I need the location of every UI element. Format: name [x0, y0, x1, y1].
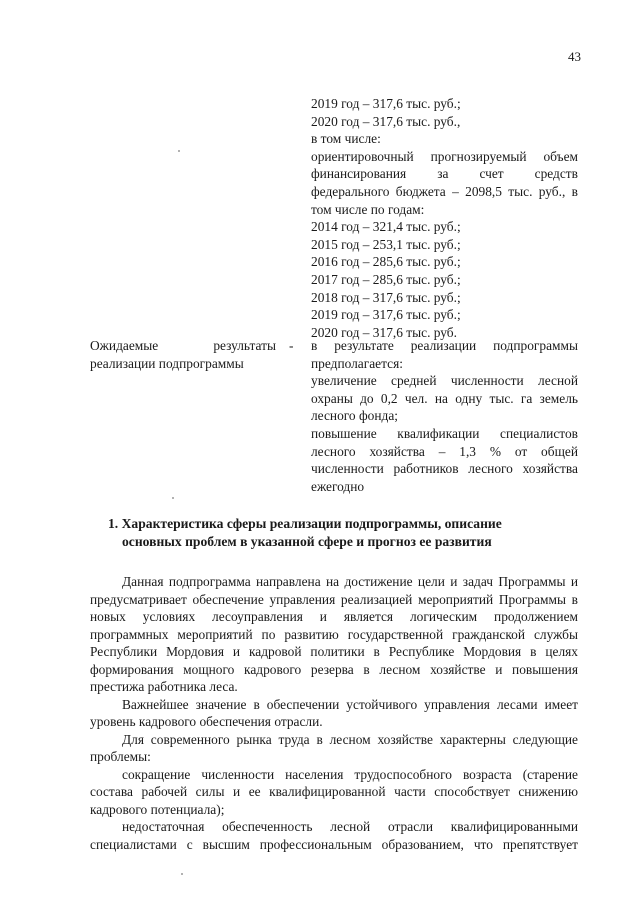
section-body	[90, 573, 578, 853]
scan-speck	[181, 873, 183, 875]
funding-line: 2014 год – 321,4 тыс. руб.;	[311, 219, 461, 235]
funding-line: 2017 год – 285,6 тыс. руб.;	[311, 271, 461, 287]
results-line: лесного фонда;	[311, 408, 398, 424]
label-line: реализации подпрограммы	[90, 355, 244, 371]
expected-results-text	[311, 337, 578, 495]
section-heading	[108, 515, 518, 551]
funding-line: финансирования за счет средств	[311, 166, 578, 182]
heading-line: 1. Характеристика сферы реализации подпрограммы, описание	[108, 516, 502, 531]
results-line: лесного хозяйства – 1,3 % от общей	[311, 443, 578, 459]
heading-line: основных проблем в указанной сфере и прогноз ее развития	[122, 534, 492, 549]
scan-speck	[172, 497, 174, 499]
paragraph: недостаточная обеспеченность лесной отрасли квалифицированными специалистами с высшим профессиональным образованием, что препятствует	[90, 819, 578, 852]
funding-line: 2015 год – 253,1 тыс. руб.;	[311, 236, 461, 252]
funding-line: 2019 год – 317,6 тыс. руб.;	[311, 307, 461, 323]
paragraph: Данная подпрограмма направлена на достижение цели и задач Программы и предусматривает обеспечение управления реализацией мероприятий Программы в новых условиях лесоуправления и является логическим продолжением программных мероприятий по развитию государственной гражданской службы Республики Мордовия и кадровой политики в Республике Мордовия в целях формирования мощного кадрового резерва в лесном хозяйстве и повышения престижа работника леса.	[90, 574, 578, 694]
funding-line: в том числе:	[311, 131, 381, 147]
funding-line: том числе по годам:	[311, 201, 425, 217]
results-line: увеличение средней численности лесной	[311, 373, 578, 389]
expected-results-label	[90, 337, 276, 372]
results-line: в результате реализации подпрограммы	[311, 338, 578, 353]
funding-line: федерального бюджета – 2098,5 тыс. руб., в	[311, 183, 578, 199]
results-line: численности работников лесного хозяйства	[311, 461, 578, 477]
funding-block	[311, 95, 578, 341]
funding-line: 2020 год – 317,6 тыс. руб.,	[311, 113, 461, 129]
funding-line: 2016 год – 285,6 тыс. руб.;	[311, 254, 461, 270]
label-line: Ожидаемые результаты	[90, 338, 276, 353]
results-line: ежегодно	[311, 478, 365, 494]
funding-line: ориентировочный прогнозируемый объем	[311, 148, 578, 164]
results-line: повышение квалификации специалистов	[311, 425, 578, 441]
funding-line: 2020 год – 317,6 тыс. руб.	[311, 324, 457, 340]
funding-line: 2018 год – 317,6 тыс. руб.;	[311, 289, 461, 305]
label-dash: -	[289, 338, 294, 353]
funding-line: 2019 год – 317,6 тыс. руб.;	[311, 96, 461, 111]
paragraph: Для современного рынка труда в лесном хозяйстве характерны следующие проблемы:	[90, 731, 578, 764]
results-line: предполагается:	[311, 355, 403, 371]
expected-results-row	[90, 337, 578, 494]
page-number: 43	[568, 49, 581, 64]
scan-speck	[178, 150, 180, 152]
results-line: охраны до 0,2 чел. на одну тыс. га земель	[311, 390, 578, 406]
paragraph: сокращение численности населения трудоспособного возраста (старение состава рабочей силы и ее квалифицированной части способствует снижению кадрового потенциала);	[90, 766, 578, 817]
paragraph: Важнейшее значение в обеспечении устойчивого управления лесами имеет уровень кадрового обеспечения отрасли.	[90, 696, 578, 729]
